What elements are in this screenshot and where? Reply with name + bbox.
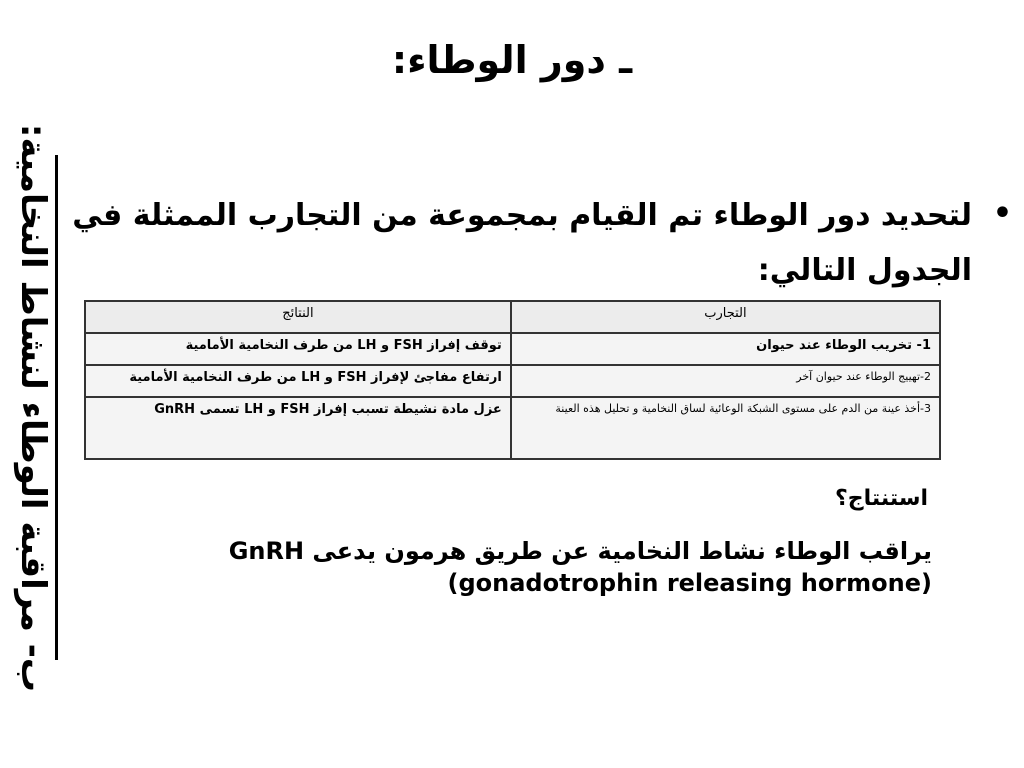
side-title-text: ب- مراقبة الوطاء لنشاط النخامية:: [13, 123, 53, 692]
conclusion-question: استنتاج؟: [835, 486, 928, 511]
table-row: [85, 397, 940, 459]
side-title-rule: [55, 155, 58, 660]
bullet-paragraph: [72, 188, 1012, 298]
conclusion-line-2: (gonadotrophin releasing hormone): [447, 569, 932, 597]
slide-title: ـ دور الوطاء:: [391, 38, 633, 82]
bullet-text: لتحديد دور الوطاء تم القيام بمجموعة من التجارب الممثلة في الجدول التالي:: [72, 198, 972, 288]
experiment-cell: 2-تهييج الوطاء عند حيوان آخر: [511, 365, 940, 397]
result-cell: توقف إفراز FSH و LH من طرف النخامية الأمامية: [85, 333, 511, 365]
conclusion-text: [112, 535, 932, 599]
bullet-icon: •: [992, 196, 1012, 231]
table-row: [85, 365, 940, 397]
header-results: النتائج: [85, 301, 511, 333]
experiment-cell: 3-أخذ عينة من الدم على مستوى الشبكة الوعائية لساق النخامية و تحليل هذه العينة: [511, 397, 940, 459]
table-header-row: [85, 301, 940, 333]
experiment-cell: 1- تخريب الوطاء عند حيوان: [511, 333, 940, 365]
result-cell: عزل مادة نشيطة تسبب إفراز FSH و LH تسمى GnRH: [85, 397, 511, 459]
conclusion-line-1: يراقب الوطاء نشاط النخامية عن طريق هرمون يدعى GnRH: [228, 537, 932, 565]
result-cell: ارتفاع مفاجئ لإفراز FSH و LH من طرف النخامية الأمامية: [85, 365, 511, 397]
header-experiments: التجارب: [511, 301, 940, 333]
side-title: [8, 123, 58, 692]
table-row: [85, 333, 940, 365]
experiments-table: [84, 300, 941, 460]
